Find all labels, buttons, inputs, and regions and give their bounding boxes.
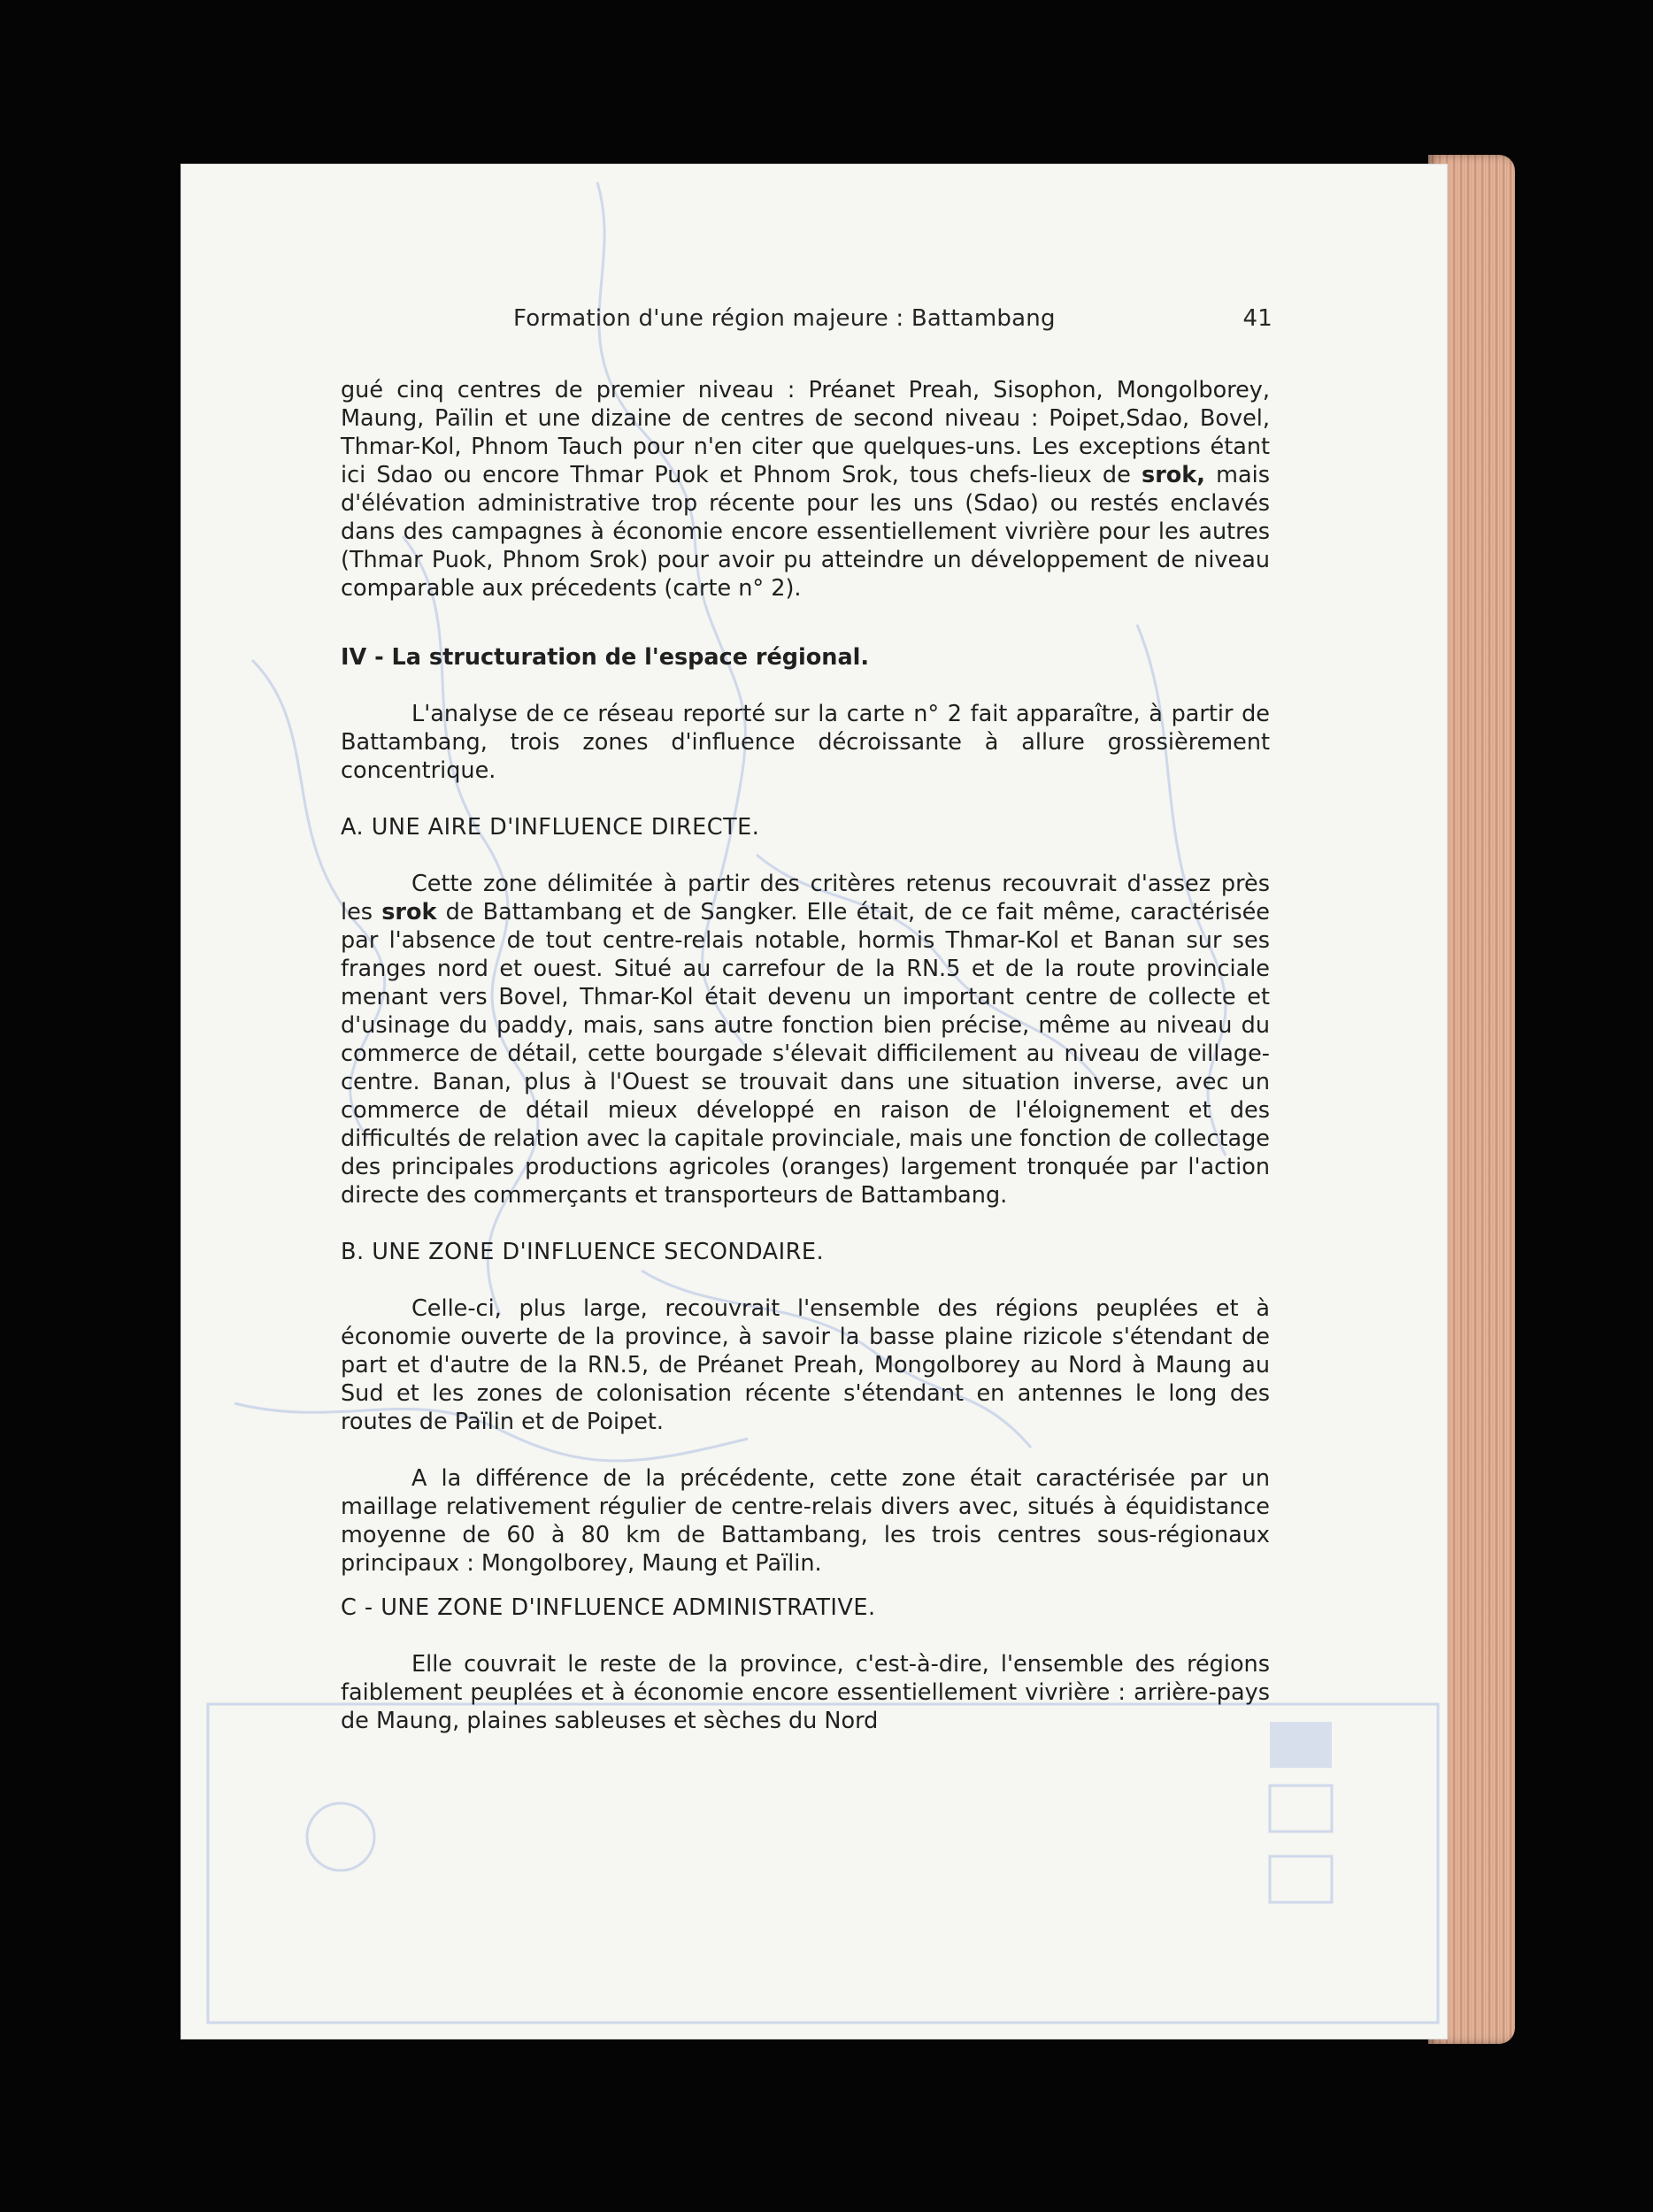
intro-paragraph <box>341 376 1270 603</box>
section-b-paragraph-1: Celle-ci, plus large, recouvrait l'ensemble des régions peuplées et à économie ouverte de la province, à savoir la basse plaine rizicole s'étendant de part et d'autre de la RN.5, de Préanet Preah, Mongolborey au Nord à Maung au Sud et les zones de colonisation récente s'étendant en antennes le long des routes de Païlin et de Poipet. <box>341 1295 1270 1435</box>
section-a-bold-term: srok <box>381 899 437 926</box>
intro-text: gué cinq centres de premier niveau : Préanet Preah, Sisophon, Mongolborey, Maung, Païlin et une dizaine de centres de second niveau : Poipet,Sdao, Bovel, Thmar-Kol, Phnom Tauch pour n'en citer que quelques-uns. Les exceptions étant ici Sdao ou encore Thmar Puok et Phnom Srok, tous chefs-lieux de <box>341 377 1270 488</box>
section-b-heading: B. UNE ZONE D'INFLUENCE SECONDAIRE. <box>341 1239 825 1265</box>
section-c-paragraph: Elle couvrait le reste de la province, c'est-à-dire, l'ensemble des régions faiblement peuplées et à économie encore essentiellement vivrière : arrière-pays de Maung, plaines sableuses et sèches du Nord <box>341 1651 1270 1734</box>
intro-text-after: mais d'élévation administrative trop récente pour les uns (Sdao) ou restés enclavés dans des campagnes à économie encore essentiellement vivrière pour les autres (Thmar Puok, Phnom Srok) pour avoir pu atteindre un développement de niveau comparable aux précedents (carte n° 2). <box>341 462 1271 602</box>
section-a-heading: A. UNE AIRE D'INFLUENCE DIRECTE. <box>341 814 760 841</box>
section-a-text-before: Cette zone délimitée à partir des critères retenus recouvrait d'assez près les <box>341 871 1270 926</box>
section-b-paragraph-2: A la différence de la précédente, cette zone était caractérisée par un maillage relativement régulier de centre-relais divers avec, situés à équidistance moyenne de 60 à 80 km de Battambang, les trois centres sous-régionaux principaux : Mongolborey, Maung et Païlin. <box>341 1465 1270 1577</box>
running-head-title: Formation d'une région majeure : Battambang <box>513 305 1056 332</box>
section-iv-heading: IV - La structuration de l'espace régional. <box>341 644 870 671</box>
section-iv-paragraph: L'analyse de ce réseau reporté sur la carte n° 2 fait apparaître, à partir de Battambang, trois zones d'influence décroissante à allure grossièrement concentrique. <box>341 701 1270 784</box>
page-number: 41 <box>1242 305 1272 332</box>
body-text <box>341 376 1270 1735</box>
intro-bold-term: srok, <box>1142 462 1205 488</box>
section-c-heading: C - UNE ZONE D'INFLUENCE ADMINISTRATIVE. <box>341 1594 876 1621</box>
section-a-text-after: de Battambang et de Sangker. Elle était, de ce fait même, caractérisée par l'absence de tout centre-relais notable, hormis Thmar-Kol et Banan sur ses franges nord et ouest. Situé au carrefour de la RN.5 et de la route provinciale menant vers Bovel, Thmar-Kol était devenu un important centre de collecte et d'usinage du paddy, mais, sans autre fonction bien précise, même au niveau du commerce de détail, cette bourgade s'élevait difficilement au niveau de village-centre. Banan, plus à l'Ouest se trouvait dans une situation inverse, avec un commerce de détail mieux développé en raison de l'éloignement et des difficultés de relation avec la capitale provinciale, mais une fonction de collectage des principales productions agricoles (oranges) largement tronquée par l'action directe des commerçants et transporteurs de Battambang. <box>341 899 1270 1209</box>
running-head <box>336 305 1274 337</box>
section-a-paragraph <box>341 870 1270 1210</box>
